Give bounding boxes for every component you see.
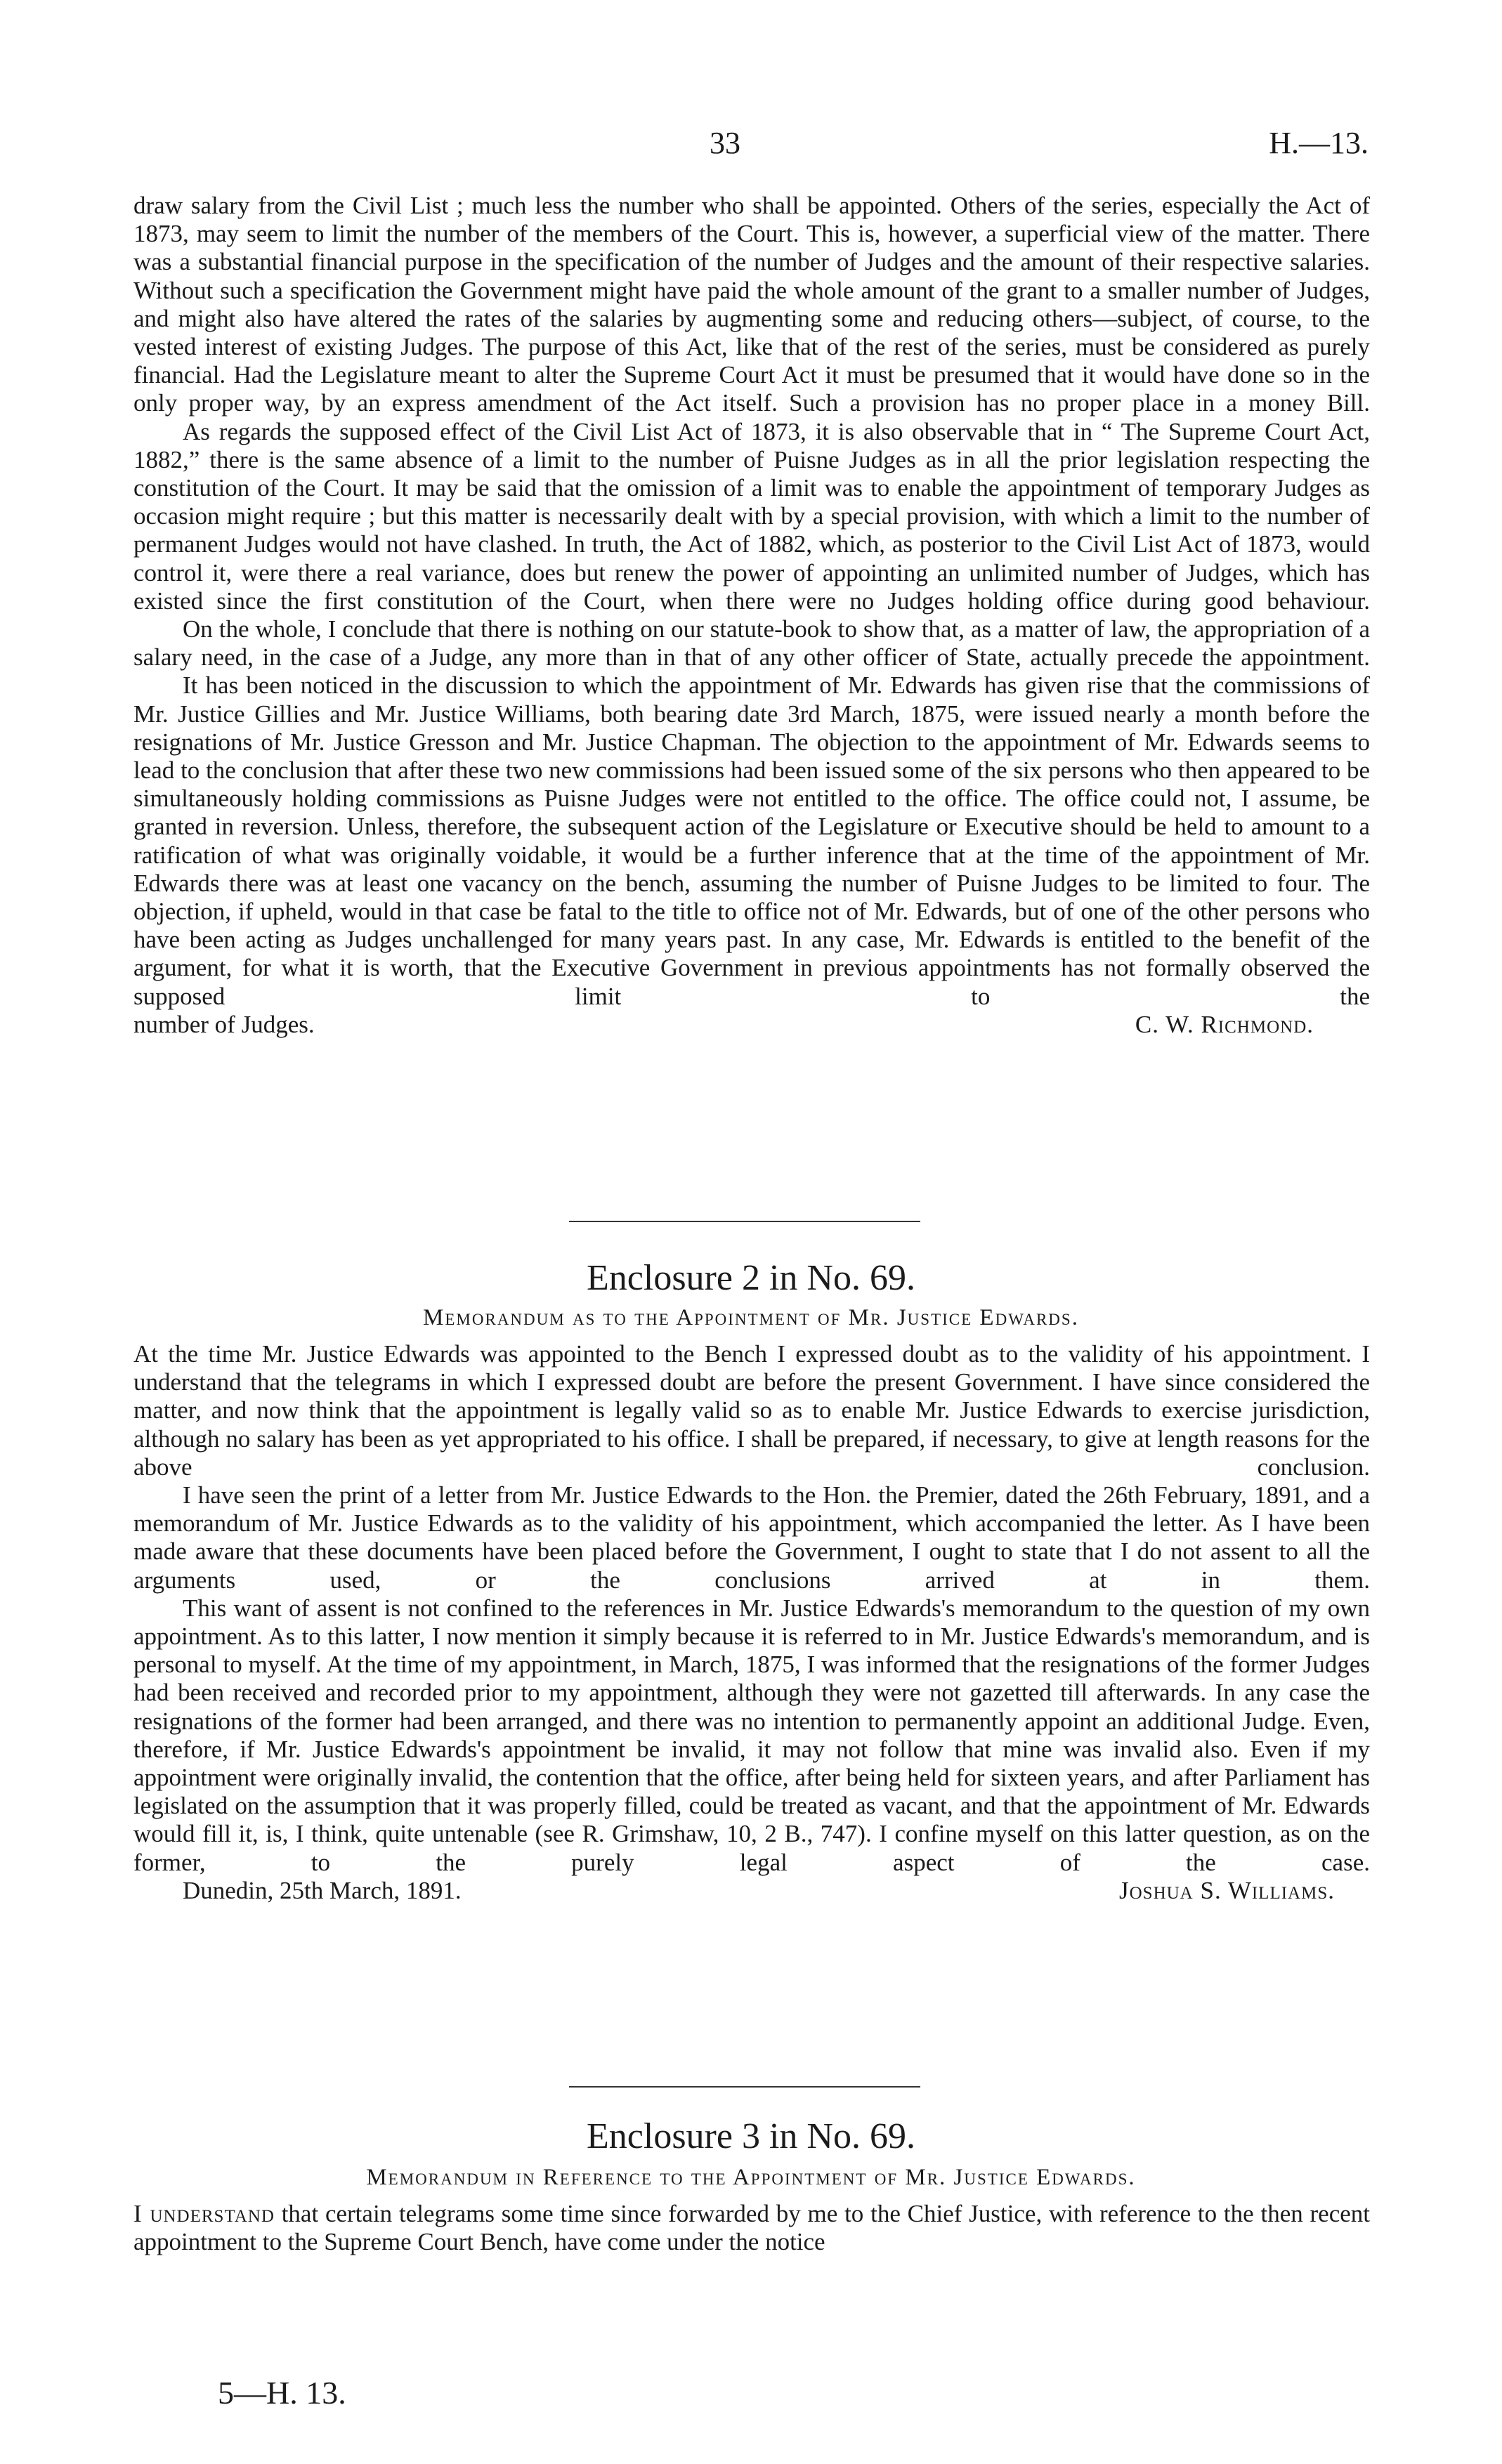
enclosure-2-body [133, 1340, 1370, 1905]
paragraph: draw salary from the Civil List ; much less the number who shall be appointed. Others of the series, especially the Act of 1873, may seem to limit the number of the members of the Court. This is, however, a superficial view of the matter. There was a substantial financial purpose in the specification of the number of Judges and the amount of their respective salaries. Without such a specification the Government might have paid the whole amount of the grant to a smaller number of Judges, and might also have altered the rates of the salaries by augmenting some and reducing others—subject, of course, to the vested interest of existing Judges. The purpose of this Act, like that of the rest of the series, must be considered as purely financial. Had the Legislature meant to alter the Supreme Court Act it must be presumed that it would have done so in the only proper way, by an express amendment of the Act itself. Such a provision has no proper place in a money Bill. [133, 192, 1370, 417]
paragraph: At the time Mr. Justice Edwards was appointed to the Bench I expressed doubt as to the validity of his appointment. I understand that the telegrams in which I expressed doubt are before the present Government. I have since considered the matter, and now think that the appointment is legally valid so as to enable Mr. Justice Edwards to exercise jurisdiction, although no salary has been as yet appropriated to his office. I shall be prepared, if necessary, to give at length reasons for the above conclusion. [133, 1340, 1370, 1481]
opening-word: I understand [133, 2200, 275, 2227]
divider [569, 2086, 920, 2088]
document-reference: H.—13. [1269, 126, 1369, 160]
paragraph-text: that certain telegrams some time since forwarded by me to the Chief Justice, with reference to the then recent appointment to the Supreme Court Bench, have come under the notice [133, 2200, 1371, 2256]
closing-text: number of Judges. [133, 1010, 315, 1038]
enclosure-2-title: Enclosure 2 in No. 69. [587, 1258, 915, 1298]
divider [569, 1221, 920, 1222]
signature-line [133, 1877, 1370, 1905]
paragraph: I have seen the print of a letter from Mr. Justice Edwards to the Hon. the Premier, dated the 26th February, 1891, and a memorandum of Mr. Justice Edwards as to the validity of his appointment, which accompanied the letter. As I have been made aware that these documents have been placed before the Government, I ought to state that I do not assent to all the arguments used, or the conclusions arrived at in them. [133, 1481, 1370, 1594]
paragraph: On the whole, I conclude that there is nothing on our statute-book to show that, as a matter of law, the appropriation of a salary need, in the case of a Judge, any more than in that of any other officer of State, actually precede the appointment. [133, 615, 1370, 671]
enclosure-3-body [133, 2200, 1370, 2256]
paragraph: This want of assent is not confined to the references in Mr. Justice Edwards's memorandum to the question of my own appointment. As to this latter, I now mention it simply because it is referred to in Mr. Justice Edwards's memorandum, and is personal to myself. At the time of my appointment, in March, 1875, I was informed that the resignations of the former Judges had been received and recorded prior to my appointment, although they were not gazetted till afterwards. In any case the resignations of the former had been arranged, and there was no intention to permanently appoint an additional Judge. Even, therefore, if Mr. Justice Edwards's appointment be invalid, it may not follow that mine was invalid also. Even if my appointment were originally invalid, the contention that the office, after being held for sixteen years, and after Parliament has legislated on the assumption that it was properly filled, could be treated as vacant, and that the appointment of Mr. Edwards would fill it, is, I think, quite untenable (see R. Grimshaw, 10, 2 B., 747). I confine myself on this latter question, as on the former, to the purely legal aspect of the case. [133, 1594, 1370, 1876]
page-number: 33 [710, 126, 740, 160]
enclosure-3-title: Enclosure 3 in No. 69. [587, 2116, 915, 2156]
paragraph: It has been noticed in the discussion to which the appointment of Mr. Edwards has given rise that the commissions of Mr. Justice Gillies and Mr. Justice Williams, both bearing date 3rd March, 1875, were issued nearly a month before the resignations of Mr. Justice Gresson and Mr. Justice Chapman. The objection to the appointment of Mr. Edwards seems to lead to the conclusion that after these two new commissions had been issued some of the six persons who then appeared to be simultaneously holding commissions as Puisne Judges were not entitled to the office. The office could not, I assume, be granted in reversion. Unless, therefore, the subsequent action of the Legislature or Executive should be held to amount to a ratification of what was originally voidable, it would be a further inference that at the time of the appointment of Mr. Edwards there was at least one vacancy on the bench, assuming the number of Puisne Judges to be limited to four. The objection, if upheld, would in that case be fatal to the title to office not of Mr. Edwards, but of one of the other persons who have been acting as Judges unchallenged for many years past. In any case, Mr. Edwards is entitled to the benefit of the argument, for what it is worth, that the Executive Government in previous appointments has not formally observed the supposed limit to the [133, 671, 1370, 1010]
signature-richmond: C. W. Richmond. [1135, 1010, 1314, 1038]
signature-mark: 5—H. 13. [218, 2375, 346, 2411]
signature-williams: Joshua S. Williams. [1119, 1876, 1335, 1904]
enclosure-2-subtitle: Memorandum as to the Appointment of Mr. Justice Edwards. [423, 1305, 1079, 1330]
signature-line [133, 1011, 1370, 1039]
paragraph: As regards the supposed effect of the Civil List Act of 1873, it is also observable that in “ The Supreme Court Act, 1882,” there is the same absence of a limit to the number of Puisne Judges as in all the prior legislation respecting the constitution of the Court. It may be said that the omission of a limit was to enable the appointment of temporary Judges as occasion might require ; but this matter is necessarily dealt with by a special provision, with which a limit to the number of permanent Judges would not have clashed. In truth, the Act of 1882, which, as posterior to the Civil List Act of 1873, would control it, were there a real variance, does but renew the power of appointing an unlimited number of Judges, which has existed since the first constitution of the Court, when there were no Judges holding office during good behaviour. [133, 417, 1370, 615]
section-main-text [133, 192, 1370, 1039]
paragraph [133, 2200, 1370, 2256]
enclosure-3-subtitle: Memorandum in Reference to the Appointment of Mr. Justice Edwards. [366, 2165, 1136, 2190]
place-date: Dunedin, 25th March, 1891. [183, 1876, 462, 1904]
